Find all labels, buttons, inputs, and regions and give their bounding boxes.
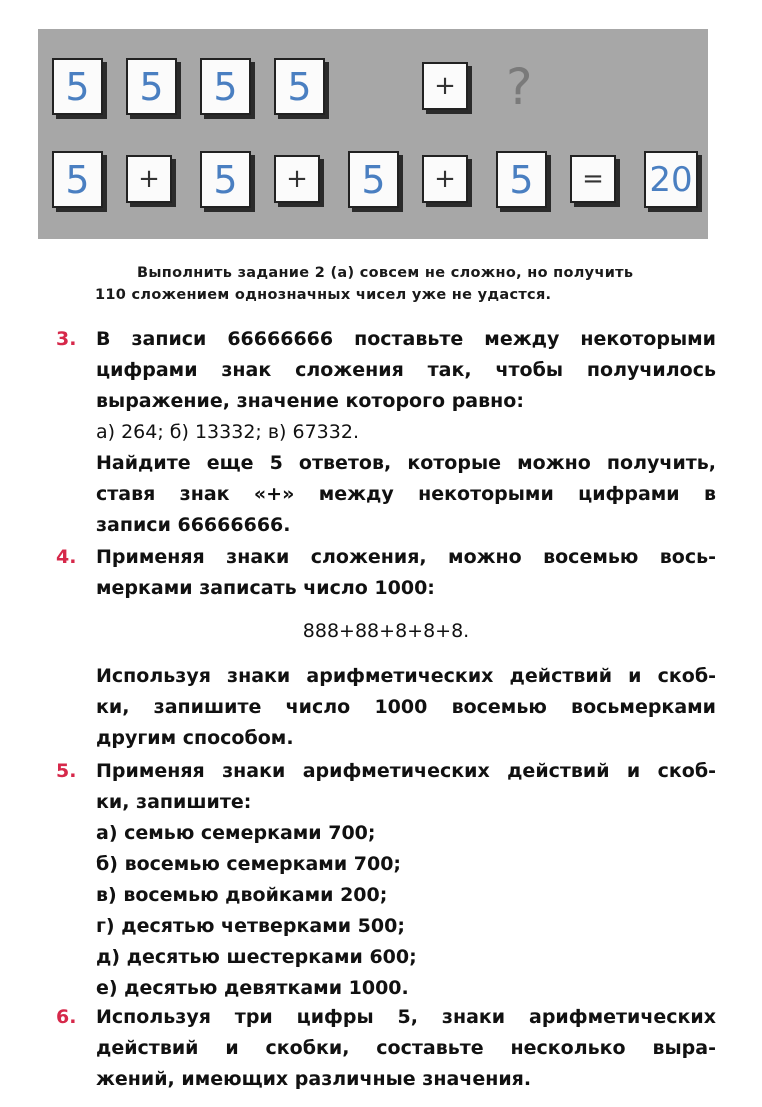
task-line: ки, запишите число 1000 восемью восьмерками bbox=[96, 696, 716, 718]
task-number: 5. bbox=[56, 760, 77, 782]
task-line: Используя три цифры 5, знаки арифметических bbox=[96, 1006, 716, 1028]
task-3 bbox=[56, 324, 716, 541]
card-digit: 5 bbox=[274, 58, 325, 115]
task-line: другим способом. bbox=[96, 727, 294, 749]
task-item: в) восемью двойками 200; bbox=[96, 884, 388, 906]
card-plus: + bbox=[422, 155, 468, 203]
task-line: ставя знак «+» между некоторыми цифрами в bbox=[96, 483, 716, 505]
card-digit: 5 bbox=[52, 58, 103, 115]
question-mark: ? bbox=[506, 58, 533, 116]
task-line: ки, запишите: bbox=[96, 791, 252, 813]
task-line: В записи 66666666 поставьте между некоторыми bbox=[96, 328, 716, 350]
task-line: Найдите еще 5 ответов, которые можно получить, bbox=[96, 452, 716, 474]
task-item: д) десятью шестерками 600; bbox=[96, 946, 417, 968]
card-plus: + bbox=[274, 155, 320, 203]
task-line: Применяя знаки арифметических действий и скоб- bbox=[96, 760, 716, 782]
task-line: жений, имеющих различные значения. bbox=[96, 1068, 532, 1090]
task-6 bbox=[56, 1002, 716, 1095]
caption-line: 110 сложением однозначных чисел уже не удастся. bbox=[95, 287, 552, 303]
task-line: а) 264; б) 13332; в) 67332. bbox=[96, 421, 359, 443]
task-line: цифрами знак сложения так, чтобы получилось bbox=[96, 359, 716, 381]
task-item: г) десятью четверками 500; bbox=[96, 915, 405, 937]
card-result: 20 bbox=[644, 151, 698, 208]
illustration-banner bbox=[38, 29, 708, 239]
task-number: 4. bbox=[56, 546, 77, 568]
card-digit: 5 bbox=[52, 151, 103, 208]
task-item: е) десятью девятками 1000. bbox=[96, 977, 409, 999]
task-line: Используя знаки арифметических действий и скоб- bbox=[96, 665, 716, 687]
task-line: мерками записать число 1000: bbox=[96, 577, 435, 599]
card-plus: + bbox=[126, 155, 172, 203]
card-digit: 5 bbox=[496, 151, 547, 208]
formula: 888+88+8+8+8. bbox=[302, 620, 470, 642]
task-4 bbox=[56, 542, 716, 754]
task-number: 6. bbox=[56, 1006, 77, 1028]
card-digit: 5 bbox=[126, 58, 177, 115]
card-digit: 5 bbox=[200, 151, 251, 208]
task-line: выражение, значение которого равно: bbox=[96, 390, 524, 412]
task-item: а) семью семерками 700; bbox=[96, 822, 376, 844]
card-digit: 5 bbox=[200, 58, 251, 115]
card-plus: + bbox=[422, 62, 468, 110]
task-5 bbox=[56, 756, 716, 1004]
task-number: 3. bbox=[56, 328, 77, 350]
task-line: Применяя знаки сложения, можно восемью вось- bbox=[96, 546, 716, 568]
card-equals: = bbox=[570, 155, 616, 203]
card-digit: 5 bbox=[348, 151, 399, 208]
caption-line: Выполнить задание 2 (а) совсем не сложно, но получить bbox=[137, 265, 634, 281]
task-line: действий и скобки, составьте несколько выра- bbox=[96, 1037, 716, 1059]
figure-caption bbox=[95, 262, 710, 306]
task-line: записи 66666666. bbox=[96, 514, 291, 536]
task-item: б) восемью семерками 700; bbox=[96, 853, 402, 875]
